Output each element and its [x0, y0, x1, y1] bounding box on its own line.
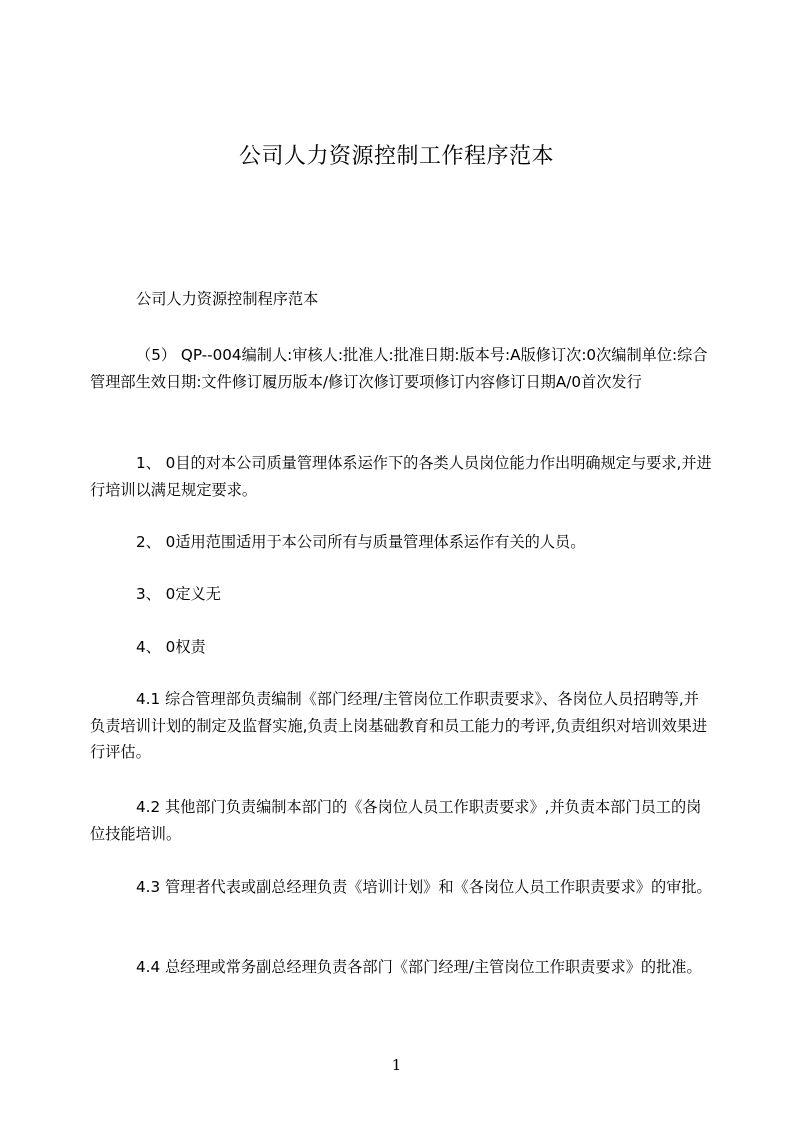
paragraph-purpose: 1、 0目的对本公司质量管理体系运作下的各类人员岗位能力作出明确规定与要求,并进行培训以满足规定要求。: [90, 454, 712, 499]
paragraph-definition: 3、 0定义无: [136, 585, 221, 603]
paragraph-document-info: （5） QP--004编制人:审核人:批准人:批准日期:版本号:A版修订次:0次编制单位:综合管理部生效日期:文件修订履历版本/修订次修订要项修订内容修订日期A/0首次发行: [90, 346, 708, 391]
paragraph-responsibility-4-2: 4.2 其他部门负责编制本部门的《各岗位人员工作职责要求》,并负责本部门员工的岗位技能培训。: [90, 798, 702, 843]
paragraph-responsibility-4-4: 4.4 总经理或常务副总经理负责各部门《部门经理/主管岗位工作职责要求》的批准。: [136, 958, 702, 976]
paragraph-responsibility-4-3: 4.3 管理者代表或副总经理负责《培训计划》和《各岗位人员工作职责要求》的审批。: [136, 878, 712, 896]
paragraph-scope: 2、 0适用范围适用于本公司所有与质量管理体系运作有关的人员。: [136, 533, 586, 551]
page-number: 1: [391, 1056, 402, 1074]
paragraph-subtitle: 公司人力资源控制程序范本: [136, 290, 319, 308]
document-title: 公司人力资源控制工作程序范本: [238, 144, 554, 169]
paragraph-responsibility-heading: 4、 0权责: [136, 638, 206, 656]
paragraph-responsibility-4-1: 4.1 综合管理部负责编制《部门经理/主管岗位工作职责要求》、各岗位人员招聘等,并负责培训计划的制定及监督实施,负责上岗基础教育和员工能力的考评,负责组织对培训效果进行评估。: [90, 690, 708, 761]
